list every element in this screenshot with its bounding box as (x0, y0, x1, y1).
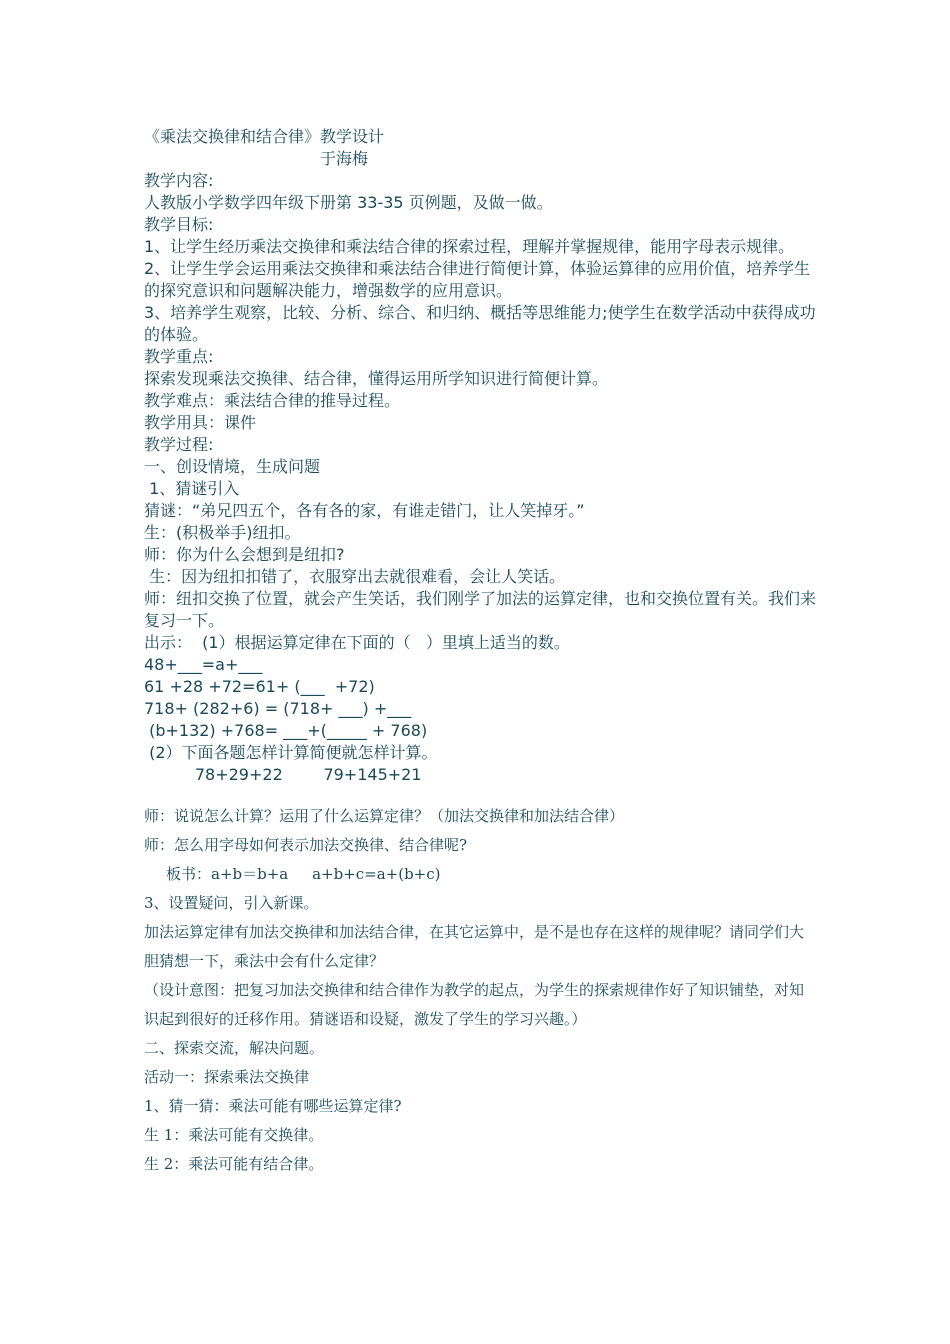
text-line: 人教版小学数学四年级下册第 33-35 页例题，及做一做。 (144, 193, 553, 212)
text-line: 1、猜一猜：乘法可能有哪些运算定律? (144, 1097, 402, 1115)
section-heading: 一、创设情境，生成问题 (144, 457, 321, 476)
text-line: 3、设置疑问，引入新课。 (144, 894, 319, 912)
text-paragraph: 3、培养学生观察，比较、分析、综合、和归纳、概括等思维能力;使学生在数学活动中获得成功的体验。 (144, 303, 816, 344)
author-name: 于海梅 (320, 149, 369, 168)
text-line: 师：你为什么会想到是纽扣? (144, 545, 345, 564)
text-line: 师：怎么用字母如何表示加法交换律、结合律呢? (144, 836, 468, 854)
document-body (144, 126, 816, 1179)
text-paragraph: 1、让学生经历乘法交换律和乘法结合律的探索过程，理解并掌握规律，能用字母表示规律。 (144, 237, 795, 256)
section-heading: 二、探索交流，解决问题。 (144, 1039, 325, 1057)
text-line: 生：因为纽扣扣错了，衣服穿出去就很难看，会让人笑话。 (144, 567, 566, 586)
math-line: (b+132) +768= ___+(_____ + 768) (144, 721, 428, 740)
text-line: 生：(积极举手)纽扣。 (144, 523, 301, 542)
text-line: 教学目标: (144, 215, 214, 234)
text-line: 猜谜：“弟兄四五个，各有各的家，有谁走错门，让人笑掉牙。” (144, 501, 585, 520)
text-line: 教学重点: (144, 347, 214, 366)
spacer (144, 786, 816, 802)
text-line: 生 2：乘法可能有结合律。 (144, 1155, 324, 1173)
math-line: 48+___=a+___ (144, 655, 263, 674)
text-line: 探索发现乘法交换律、结合律，懂得运用所学知识进行简便计算。 (144, 369, 609, 388)
board-writing: 板书：a+b＝b+a a+b+c=a+(b+c) (166, 865, 441, 883)
math-line: 78+29+22 79+145+21 (144, 765, 422, 784)
design-intent-note: （设计意图：把复习加法交换律和结合律作为教学的起点，为学生的探索规律作好了知识铺垫，对知识起到很好的迁移作用。猜谜语和设疑，激发了学生的学习兴趣。） (144, 981, 805, 1028)
text-line: 出示： (1）根据运算定律在下面的（ ）里填上适当的数。 (144, 633, 570, 652)
text-line: 教学用具：课件 (144, 413, 257, 432)
document-title: 《乘法交换律和结合律》教学设计 (144, 127, 385, 146)
text-line: 教学内容: (144, 171, 214, 190)
math-line: 61 +28 +72=61+ (___ +72) (144, 677, 375, 696)
text-line: 活动一：探索乘法交换律 (144, 1068, 310, 1086)
text-line: 生 1：乘法可能有交换律。 (144, 1126, 324, 1144)
text-paragraph: 师：纽扣交换了位置，就会产生笑话，我们刚学了加法的运算定律，也和交换位置有关。我们来复习一下。 (144, 589, 817, 630)
text-line: 教学难点：乘法结合律的推导过程。 (144, 391, 401, 410)
text-paragraph: 2、让学生学会运用乘法交换律和乘法结合律进行简便计算，体验运算律的应用价值，培养学生的探究意识和问题解决能力，增强数学的应用意识。 (144, 259, 811, 300)
math-line: 718+ (282+6) = (718+ ___) +___ (144, 699, 412, 718)
text-line: 教学过程: (144, 435, 214, 454)
text-paragraph: 加法运算定律有加法交换律和加法结合律，在其它运算中，是不是也存在这样的规律呢？请同学们大胆猜想一下，乘法中会有什么定律？ (144, 923, 805, 970)
text-line: (2）下面各题怎样计算简便就怎样计算。 (144, 743, 438, 762)
text-line: 1、猜谜引入 (144, 479, 240, 498)
text-line: 师：说说怎么计算？运用了什么运算定律？（加法交换律和加法结合律） (144, 807, 625, 825)
